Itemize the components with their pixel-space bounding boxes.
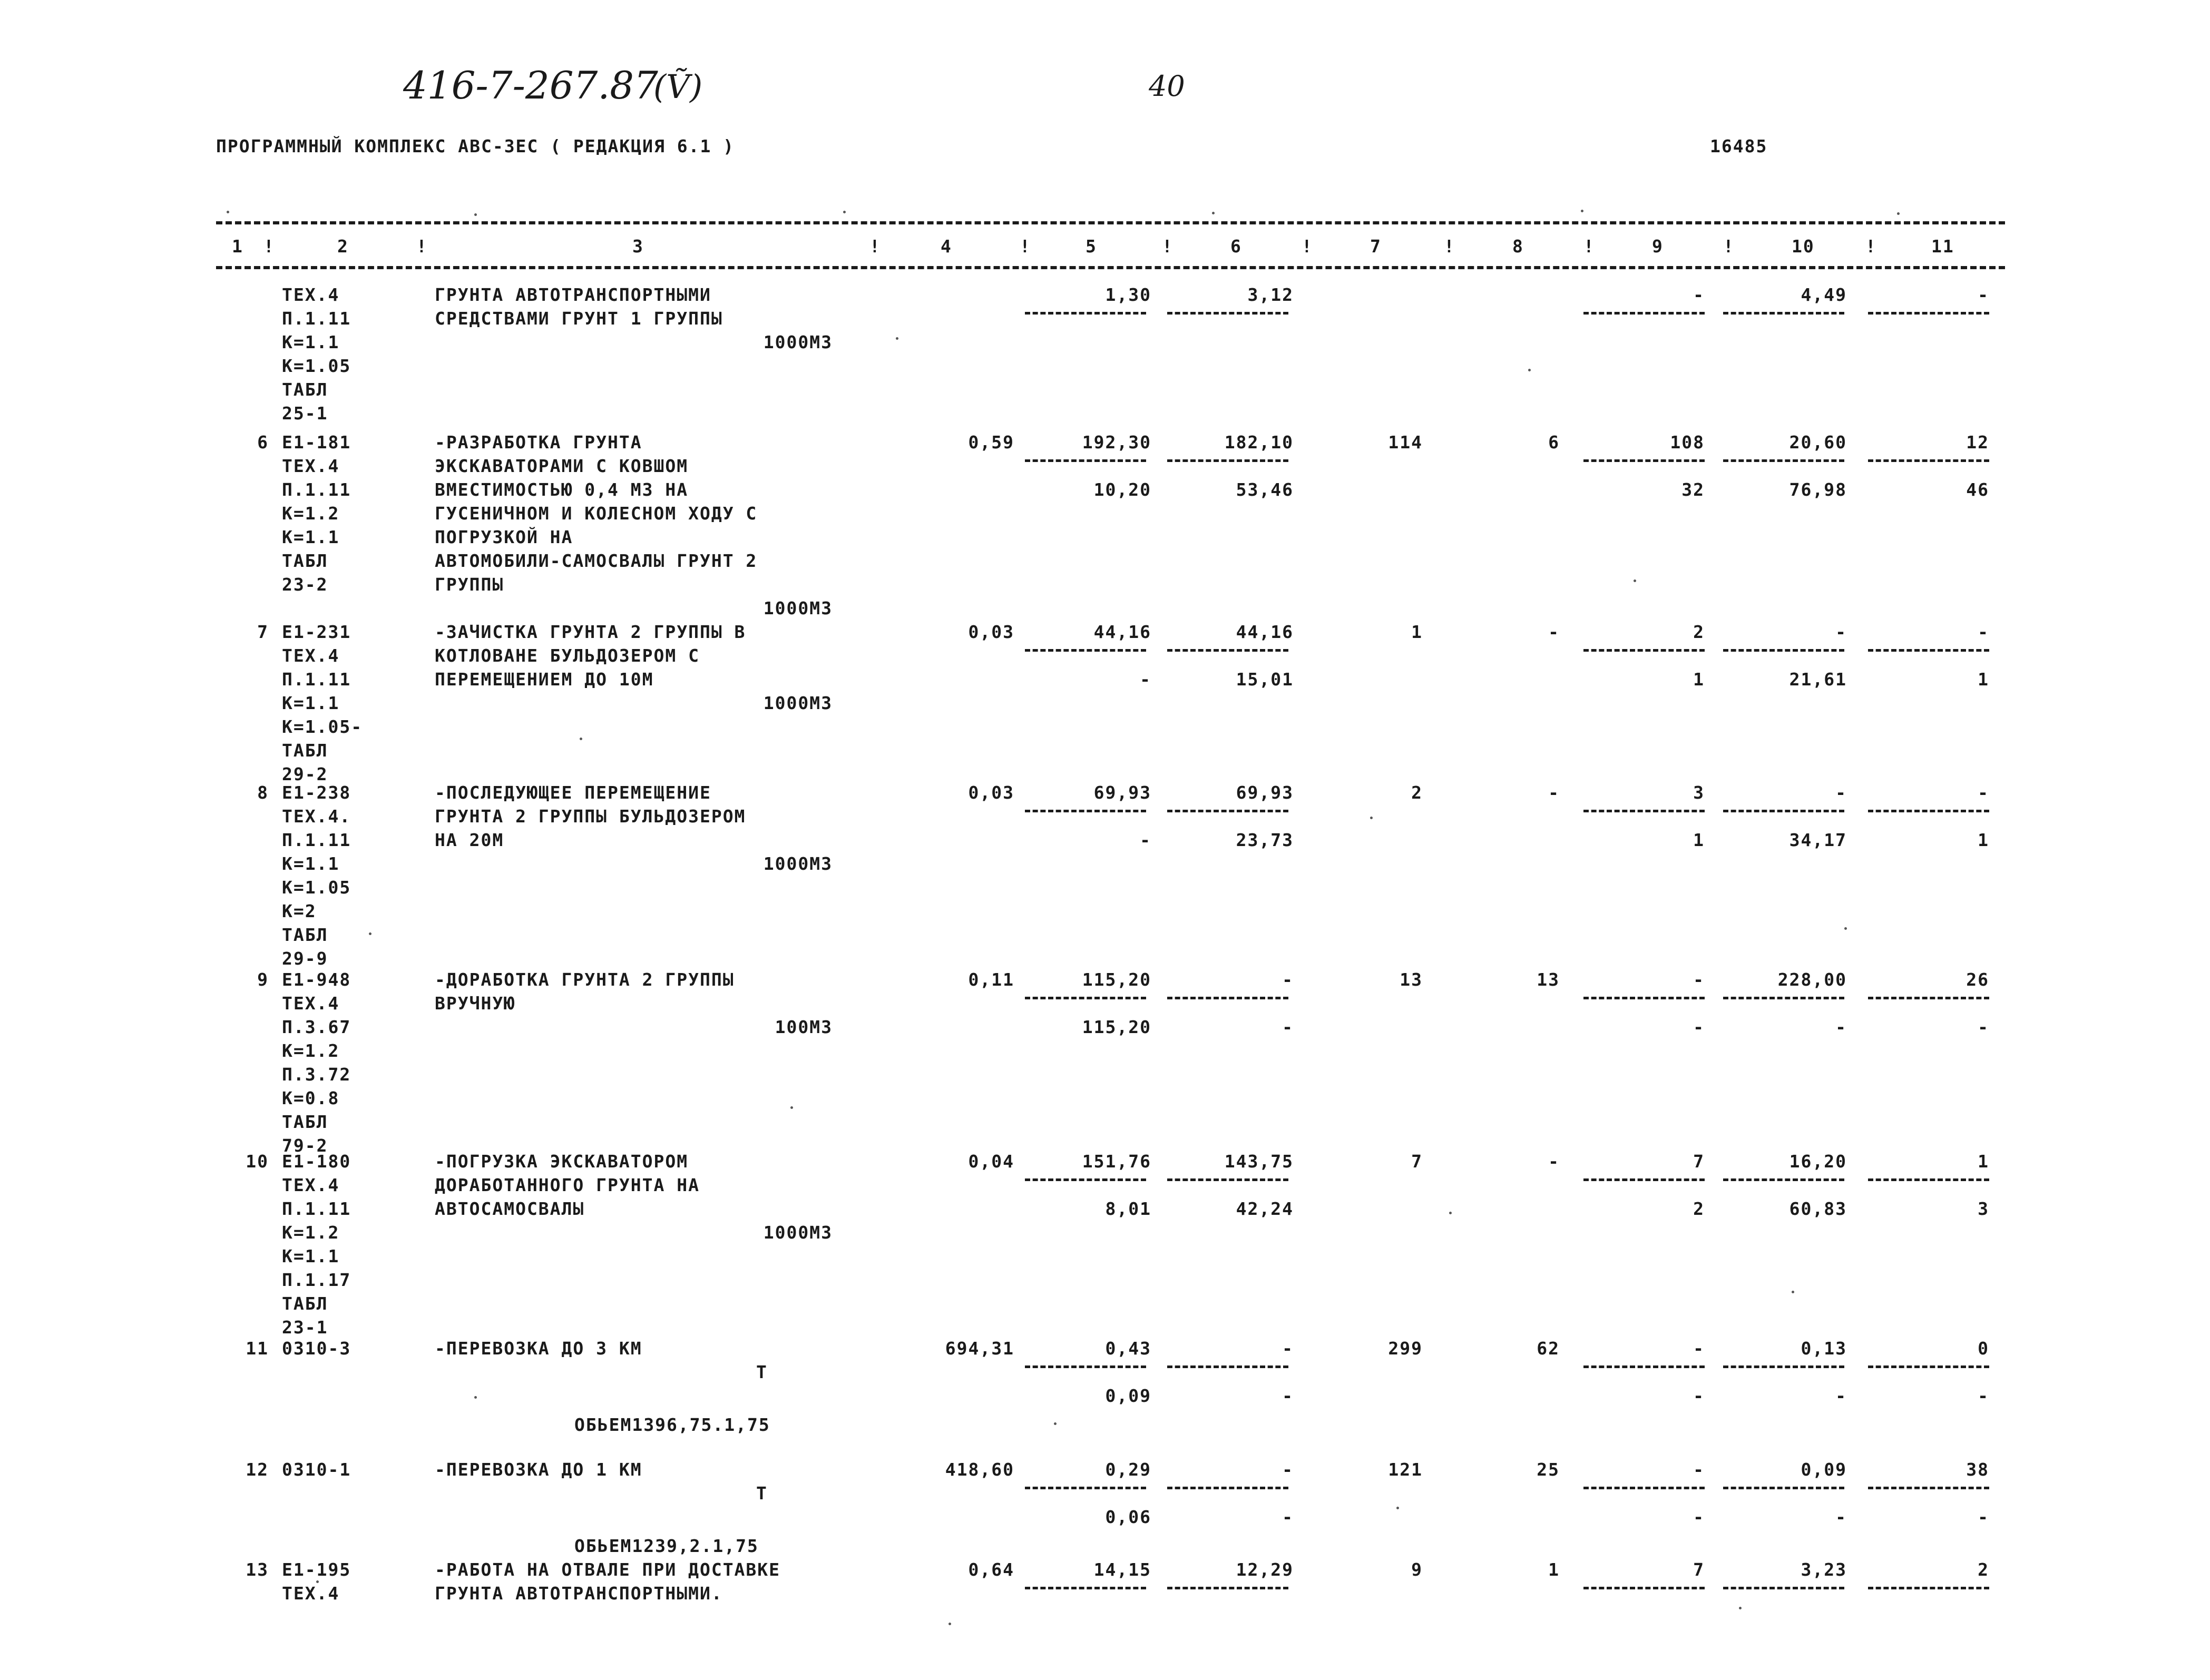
code-line: П.3.72 (282, 1064, 351, 1085)
value-c9b: 32 (1681, 479, 1705, 500)
value-c7: 1 (1411, 622, 1423, 642)
cell-separator (1583, 1587, 1705, 1589)
value-c6: 182,10 (1224, 432, 1294, 453)
value-c9: - (1693, 1459, 1705, 1480)
code-line: Е1-180 (282, 1151, 351, 1172)
value-c9: 7 (1693, 1151, 1705, 1172)
unit: 100М3 (775, 1017, 833, 1037)
value-c10b: 34,17 (1789, 830, 1847, 850)
value-c8: 25 (1537, 1459, 1560, 1480)
print-noise (790, 1106, 793, 1109)
value-c10: 0,09 (1801, 1459, 1847, 1480)
cell-separator (1167, 1487, 1288, 1489)
value-c9b: - (1693, 1507, 1705, 1527)
value-c8: 6 (1548, 432, 1560, 453)
cell-separator (1583, 459, 1705, 462)
unit: 1000М3 (763, 332, 833, 352)
description-line: -ПЕРЕВОЗКА ДО 1 КМ (435, 1459, 642, 1480)
cell-separator (1025, 1365, 1146, 1368)
value-c6b: - (1282, 1017, 1294, 1037)
page-number: 40 (1149, 70, 1185, 103)
cell-separator (1868, 1587, 1989, 1589)
value-c10b: 60,83 (1789, 1198, 1847, 1219)
value-c11: 12 (1966, 432, 1989, 453)
value-c11: 38 (1966, 1459, 1989, 1480)
print-noise (1396, 1507, 1399, 1509)
value-c6b: 42,24 (1236, 1198, 1294, 1219)
value-c7: 2 (1411, 782, 1423, 803)
value-c5: 0,43 (1105, 1338, 1151, 1359)
cell-separator (1723, 810, 1844, 812)
value-c10: - (1835, 782, 1847, 803)
value-c4: 0,64 (968, 1559, 1014, 1580)
print-noise (1054, 1422, 1057, 1425)
code-line: П.1.11 (282, 669, 351, 690)
value-c5: 44,16 (1093, 622, 1151, 642)
print-noise (1739, 1607, 1742, 1609)
code-line: 23-1 (282, 1317, 328, 1338)
value-c11b: 46 (1966, 479, 1989, 500)
value-c7: 7 (1411, 1151, 1423, 1172)
description-line: ГРУНТА АВТОТРАНСПОРТНЫМИ. (435, 1583, 723, 1604)
value-c5b: 0,09 (1105, 1386, 1151, 1406)
code-line: К=1.05 (282, 356, 351, 376)
cell-separator (1723, 1178, 1844, 1181)
cell-separator (1723, 997, 1844, 999)
row-number: 6 (257, 432, 269, 453)
value-c11b: - (1978, 1386, 1989, 1406)
value-c6: 143,75 (1224, 1151, 1294, 1172)
description-line: ГРУНТА 2 ГРУППЫ БУЛЬДОЗЕРОМ (435, 806, 746, 827)
value-c4: 0,04 (968, 1151, 1014, 1172)
code-line: ТАБЛ (282, 1293, 328, 1314)
value-c6b: - (1282, 1386, 1294, 1406)
value-c8: - (1548, 1151, 1560, 1172)
code-line: 79-2 (282, 1135, 328, 1156)
value-c10: 0,13 (1801, 1338, 1847, 1359)
code-line: П.1.11 (282, 1198, 351, 1219)
value-c5b: - (1140, 669, 1151, 690)
value-c5: 192,30 (1082, 432, 1151, 453)
print-noise (843, 211, 846, 213)
description-line: ЭКСКАВАТОРАМИ С КОВШОМ (435, 456, 689, 476)
description-line: АВТОСАМОСВАЛЫ (435, 1198, 585, 1219)
value-c8: - (1548, 782, 1560, 803)
value-c10: 4,49 (1801, 284, 1847, 305)
value-c6: 12,29 (1236, 1559, 1294, 1580)
value-c5b: 8,01 (1105, 1198, 1151, 1219)
value-c6b: - (1282, 1507, 1294, 1527)
col-sep: ! (1302, 236, 1313, 257)
description-line: АВТОМОБИЛИ-САМОСВАЛЫ ГРУНТ 2 (435, 551, 758, 571)
value-c6: - (1282, 969, 1294, 990)
unit: 1000М3 (763, 1222, 833, 1243)
print-noise (1792, 1291, 1794, 1293)
value-c9b: - (1693, 1386, 1705, 1406)
cell-separator (1868, 649, 1989, 652)
value-c9b: 2 (1693, 1198, 1705, 1219)
description-line: -РАБОТА НА ОТВАЛЕ ПРИ ДОСТАВКЕ (435, 1559, 781, 1580)
print-noise (580, 738, 582, 740)
code-line: ТЕХ.4 (282, 1175, 340, 1195)
value-c11: 26 (1966, 969, 1989, 990)
volume-note: ОБЬЕМ1396,75.1,75 (574, 1414, 770, 1435)
cell-separator (1868, 459, 1989, 462)
cell-separator (1025, 649, 1146, 652)
cell-separator (1167, 997, 1288, 999)
value-c4: 0,11 (968, 969, 1014, 990)
code-line: Е1-948 (282, 969, 351, 990)
cell-separator (1868, 810, 1989, 812)
cell-separator (1723, 312, 1844, 315)
value-c10: 3,23 (1801, 1559, 1847, 1580)
value-c11: 0 (1978, 1338, 1989, 1359)
code-line: 23-2 (282, 574, 328, 595)
value-c8: 1 (1548, 1559, 1560, 1580)
cell-separator (1868, 1487, 1989, 1489)
code-line: К=1.2 (282, 503, 340, 524)
print-noise (1844, 927, 1847, 930)
unit: 1000М3 (763, 853, 833, 874)
code-line: 29-2 (282, 764, 328, 784)
cell-separator (1025, 1178, 1146, 1181)
value-c9: - (1693, 1338, 1705, 1359)
value-c5: 151,76 (1082, 1151, 1151, 1172)
cell-separator (1723, 649, 1844, 652)
print-noise (474, 1396, 477, 1399)
code-line: К=1.05 (282, 877, 351, 898)
code-line: К=1.1 (282, 332, 340, 352)
col-11: 11 (1931, 236, 1954, 257)
value-c10: 20,60 (1789, 432, 1847, 453)
code-line: К=1.2 (282, 1040, 340, 1061)
col-5: 5 (1086, 236, 1097, 257)
volume-mark: (Ṽ) (653, 67, 703, 106)
print-noise (1897, 212, 1900, 215)
print-noise (1581, 210, 1583, 212)
cell-separator (1868, 1178, 1989, 1181)
cell-separator (1723, 1587, 1844, 1589)
col-1: 1 (232, 236, 243, 257)
value-c9: 3 (1693, 782, 1705, 803)
value-c6: 3,12 (1247, 284, 1294, 305)
value-c6: 69,93 (1236, 782, 1294, 803)
col-2: 2 (337, 236, 349, 257)
description-line: -ДОРАБОТКА ГРУНТА 2 ГРУППЫ (435, 969, 735, 990)
row-number: 11 (246, 1338, 269, 1359)
code-line: ТЕХ.4 (282, 456, 340, 476)
value-c11b: 3 (1978, 1198, 1989, 1219)
code-line: 25-1 (282, 403, 328, 424)
code-line: ТАБЛ (282, 925, 328, 945)
cell-separator (1167, 459, 1288, 462)
col-6: 6 (1230, 236, 1242, 257)
col-sep: ! (1583, 236, 1595, 257)
col-sep: ! (416, 236, 428, 257)
print-noise (1370, 817, 1373, 819)
code-line: ТЕХ.4 (282, 284, 340, 305)
code-line: П.1.11 (282, 830, 351, 850)
code-line: ТЕХ.4 (282, 645, 340, 666)
unit: 1000М3 (763, 598, 833, 618)
col-8: 8 (1512, 236, 1524, 257)
col-sep: ! (1020, 236, 1031, 257)
value-c4: 0,03 (968, 622, 1014, 642)
document-number: 416-7-267.87 (403, 63, 658, 107)
code-line: ТЕХ.4 (282, 993, 340, 1014)
value-c4: 694,31 (945, 1338, 1014, 1359)
cell-separator (1583, 1365, 1705, 1368)
col-sep: ! (869, 236, 881, 257)
code-line: К=1.2 (282, 1222, 340, 1243)
row-number: 8 (257, 782, 269, 803)
code-line: ТАБЛ (282, 1112, 328, 1132)
cell-separator (1583, 1487, 1705, 1489)
code-line: П.1.11 (282, 479, 351, 500)
value-c7: 299 (1388, 1338, 1423, 1359)
value-c5: 69,93 (1093, 782, 1151, 803)
print-noise (948, 1623, 951, 1625)
value-c5: 0,29 (1105, 1459, 1151, 1480)
cell-separator (1167, 1587, 1288, 1589)
job-number: 16485 (1710, 136, 1768, 156)
code-line: Е1-231 (282, 622, 351, 642)
value-c5b: - (1140, 830, 1151, 850)
description-line: ГРУППЫ (435, 574, 504, 595)
value-c4: 0,03 (968, 782, 1014, 803)
value-c10: - (1835, 622, 1847, 642)
print-noise (369, 932, 371, 935)
cell-separator (1868, 312, 1989, 315)
col-sep: ! (1444, 236, 1455, 257)
value-c7: 9 (1411, 1559, 1423, 1580)
value-c6b: 15,01 (1236, 669, 1294, 690)
code-line: ТАБЛ (282, 379, 328, 400)
row-number: 13 (246, 1559, 269, 1580)
print-noise (1449, 1212, 1452, 1214)
code-line: К=2 (282, 901, 317, 921)
code-line: ТЕХ.4. (282, 806, 351, 827)
value-c9: - (1693, 284, 1705, 305)
value-c5b: 115,20 (1082, 1017, 1151, 1037)
code-line: К=1.05- (282, 716, 363, 737)
value-c5: 1,30 (1105, 284, 1151, 305)
print-noise (227, 211, 229, 213)
description-line: -ПОСЛЕДУЮЩЕЕ ПЕРЕМЕЩЕНИЕ (435, 782, 711, 803)
value-c11: - (1978, 284, 1989, 305)
value-c9: - (1693, 969, 1705, 990)
code-line: ТЕХ.4 (282, 1583, 340, 1604)
header-rule-bottom (216, 266, 2005, 269)
code-line: П.3.67 (282, 1017, 351, 1037)
value-c9b: 1 (1693, 669, 1705, 690)
print-noise (896, 337, 898, 340)
value-c7: 13 (1400, 969, 1423, 990)
value-c4: 0,59 (968, 432, 1014, 453)
print-noise (474, 213, 477, 216)
cell-separator (1025, 810, 1146, 812)
value-c10: 228,00 (1777, 969, 1847, 990)
print-noise (1634, 579, 1636, 582)
cell-separator (1583, 810, 1705, 812)
row-number: 9 (257, 969, 269, 990)
header-rule-top (216, 221, 2005, 224)
code-line: П.1.11 (282, 308, 351, 329)
value-c11b: 1 (1978, 830, 1989, 850)
value-c10: 16,20 (1789, 1151, 1847, 1172)
cell-separator (1723, 459, 1844, 462)
value-c9: 108 (1670, 432, 1705, 453)
code-line: К=0.8 (282, 1088, 340, 1108)
value-c10b: - (1835, 1507, 1847, 1527)
unit: Т (756, 1362, 768, 1382)
cell-separator (1167, 1178, 1288, 1181)
description-line: -ЗАЧИСТКА ГРУНТА 2 ГРУППЫ В (435, 622, 746, 642)
code-line: 29-9 (282, 948, 328, 969)
value-c11: - (1978, 782, 1989, 803)
value-c11b: - (1978, 1507, 1989, 1527)
code-line: П.1.17 (282, 1270, 351, 1290)
row-number: 12 (246, 1459, 269, 1480)
col-7: 7 (1370, 236, 1382, 257)
description-line: -РАЗРАБОТКА ГРУНТА (435, 432, 642, 453)
value-c9b: 1 (1693, 830, 1705, 850)
code-line: ТАБЛ (282, 740, 328, 761)
description-line: ВРУЧНУЮ (435, 993, 516, 1014)
unit: 1000М3 (763, 693, 833, 713)
cell-separator (1868, 1365, 1989, 1368)
description-line: ДОРАБОТАННОГО ГРУНТА НА (435, 1175, 700, 1195)
cell-separator (1583, 649, 1705, 652)
cell-separator (1025, 1587, 1146, 1589)
col-10: 10 (1792, 236, 1815, 257)
col-sep: ! (263, 236, 275, 257)
cell-separator (1025, 1487, 1146, 1489)
cell-separator (1583, 312, 1705, 315)
col-4: 4 (941, 236, 952, 257)
description-line: ГУСЕНИЧНОМ И КОЛЕСНОМ ХОДУ С (435, 503, 758, 524)
value-c9: 2 (1693, 622, 1705, 642)
value-c11: 1 (1978, 1151, 1989, 1172)
value-c5b: 10,20 (1093, 479, 1151, 500)
volume-note: ОБЬЕМ1239,2.1,75 (574, 1536, 759, 1556)
description-line: -ПОГРУЗКА ЭКСКАВАТОРОМ (435, 1151, 689, 1172)
cell-separator (1167, 649, 1288, 652)
value-c6b: 53,46 (1236, 479, 1294, 500)
row-number: 10 (246, 1151, 269, 1172)
value-c10b: - (1835, 1017, 1847, 1037)
value-c6: 44,16 (1236, 622, 1294, 642)
col-sep: ! (1162, 236, 1174, 257)
code-line: К=1.1 (282, 853, 340, 874)
value-c5: 115,20 (1082, 969, 1151, 990)
cell-separator (1167, 810, 1288, 812)
cell-separator (1583, 1178, 1705, 1181)
cell-separator (1025, 997, 1146, 999)
cell-separator (1868, 997, 1989, 999)
description-line: ПЕРЕМЕЩЕНИЕМ ДО 10М (435, 669, 654, 690)
col-3: 3 (632, 236, 644, 257)
unit: Т (756, 1483, 768, 1504)
value-c6: - (1282, 1459, 1294, 1480)
description-line: СРЕДСТВАМИ ГРУНТ 1 ГРУППЫ (435, 308, 723, 329)
value-c10b: 76,98 (1789, 479, 1847, 500)
code-line: 0310-3 (282, 1338, 351, 1359)
code-line: Е1-181 (282, 432, 351, 453)
value-c10b: - (1835, 1386, 1847, 1406)
cell-separator (1723, 1365, 1844, 1368)
value-c8: - (1548, 622, 1560, 642)
cell-separator (1025, 459, 1146, 462)
value-c11b: 1 (1978, 669, 1989, 690)
value-c7: 114 (1388, 432, 1423, 453)
value-c8: 13 (1537, 969, 1560, 990)
col-sep: ! (1723, 236, 1735, 257)
cell-separator (1167, 1365, 1288, 1368)
code-line: Е1-238 (282, 782, 351, 803)
cell-separator (1583, 997, 1705, 999)
print-noise (1528, 369, 1531, 371)
code-line: К=1.1 (282, 693, 340, 713)
description-line: КОТЛОВАНЕ БУЛЬДОЗЕРОМ С (435, 645, 700, 666)
value-c6b: 23,73 (1236, 830, 1294, 850)
value-c9: 7 (1693, 1559, 1705, 1580)
cell-separator (1025, 312, 1146, 315)
description-line: -ПЕРЕВОЗКА ДО 3 КМ (435, 1338, 642, 1359)
program-line: ПРОГРАММНЫЙ КОМПЛЕКС АВС-3ЕС ( РЕДАКЦИЯ 6.1 ) (216, 136, 735, 156)
code-line: ТАБЛ (282, 551, 328, 571)
col-sep: ! (1865, 236, 1877, 257)
description-line: ГРУНТА АВТОТРАНСПОРТНЫМИ (435, 284, 711, 305)
print-noise (1212, 212, 1215, 214)
row-number: 7 (257, 622, 269, 642)
cell-separator (1167, 312, 1288, 315)
value-c4: 418,60 (945, 1459, 1014, 1480)
code-line: К=1.1 (282, 1246, 340, 1266)
value-c10b: 21,61 (1789, 669, 1847, 690)
col-9: 9 (1652, 236, 1664, 257)
code-line: К=1.1 (282, 527, 340, 547)
value-c5b: 0,06 (1105, 1507, 1151, 1527)
value-c11: - (1978, 622, 1989, 642)
value-c11: 2 (1978, 1559, 1989, 1580)
code-line: 0310-1 (282, 1459, 351, 1480)
value-c5: 14,15 (1093, 1559, 1151, 1580)
description-line: ПОГРУЗКОЙ НА (435, 527, 573, 547)
value-c9b: - (1693, 1017, 1705, 1037)
cell-separator (1723, 1487, 1844, 1489)
description-line: НА 20М (435, 830, 504, 850)
value-c8: 62 (1537, 1338, 1560, 1359)
value-c11b: - (1978, 1017, 1989, 1037)
value-c6: - (1282, 1338, 1294, 1359)
print-noise (316, 1580, 319, 1583)
code-line: Е1-195 (282, 1559, 351, 1580)
value-c7: 121 (1388, 1459, 1423, 1480)
description-line: ВМЕСТИМОСТЬЮ 0,4 М3 НА (435, 479, 689, 500)
